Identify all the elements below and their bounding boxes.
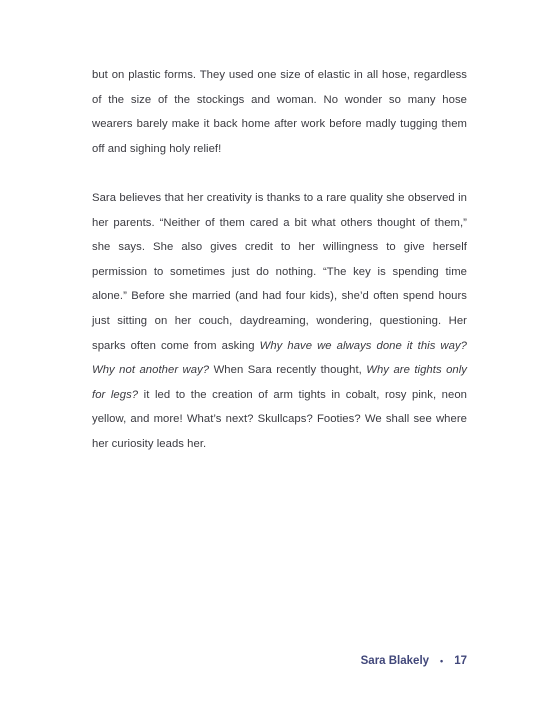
page-number: 17 [454, 655, 467, 667]
text-segment: When Sara recently thought, [209, 364, 367, 377]
body-text [92, 63, 467, 457]
text-segment: it led to the creation of arm tights in cobalt, rosy pink, neon yellow, and more! What’s next? Skullcaps? Footies? We shall see where her curiosity leads her. [92, 388, 467, 450]
paragraph [92, 186, 467, 457]
text-segment: Sara believes that her creativity is thanks to a rare quality she observed in her parents. “Neither of them cared a bit what others thought of them,” she says. She also gives credit to her willingness to give herself permission to sometimes just do nothing. “The key is spending time alone.” Before she married (and had four kids), she’d often spend hours just sitting on her couch, daydreaming, wondering, questioning. Her sparks often come from asking [92, 191, 467, 352]
paragraph [92, 63, 467, 161]
running-head: Sara Blakely [360, 655, 430, 667]
italic-text: Why have we always done it this way? Why not another way? [92, 339, 467, 377]
page-footer [361, 655, 467, 667]
text-segment: but on plastic forms. They used one size of elastic in all hose, regardless of the size of the stockings and woman. No wonder so many hose wearers barely make it back home after work before madly tugging them off and sighing holy relief! [92, 69, 467, 155]
italic-text: Why are tights only for legs? [92, 364, 468, 401]
footer-bullet: • [440, 656, 444, 666]
